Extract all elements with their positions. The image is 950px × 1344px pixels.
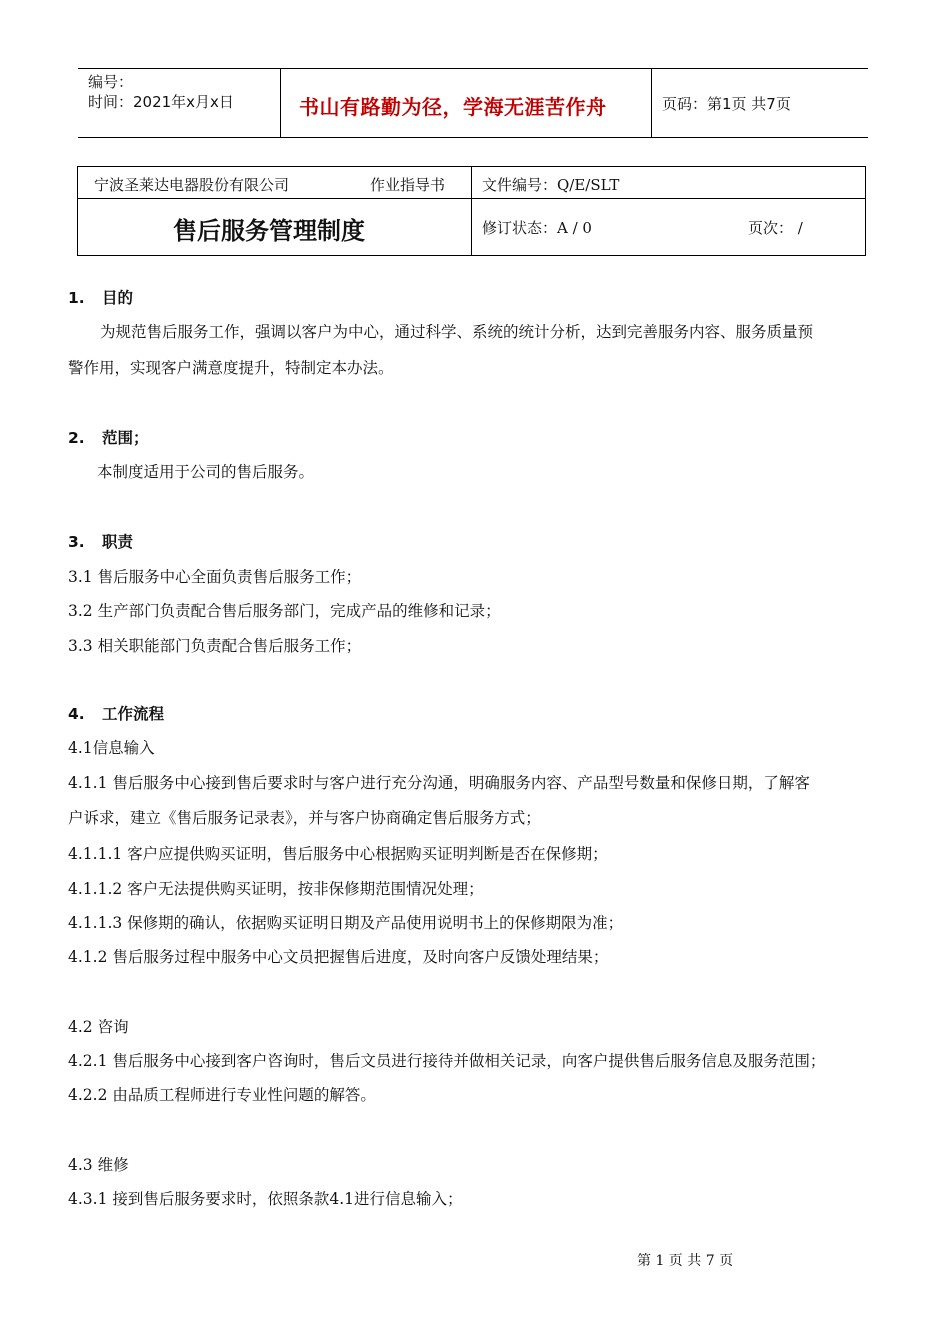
section-title: 职责 — [102, 533, 134, 551]
list-item: 3.1 售后服务中心全面负责售后服务工作； — [68, 568, 362, 586]
top-header — [78, 68, 868, 138]
section-heading-2 — [68, 426, 149, 448]
doc-title: 售后服务管理制度 — [173, 217, 365, 245]
list-item: 4.1.2 售后服务过程中服务中心文员把握售后进度，及时向客户反馈处理结果； — [68, 948, 609, 966]
table-divider-horizontal — [78, 198, 865, 199]
paragraph-line: 警作用，实现客户满意度提升，特制定本办法。 — [68, 359, 394, 377]
doc-type: 作业指导书 — [370, 176, 446, 194]
paragraph-line: 本制度适用于公司的售后服务。 — [97, 463, 315, 481]
section-title: 范围； — [102, 429, 149, 447]
page-count: 页次： / — [748, 219, 803, 237]
section-number: 4. — [68, 705, 85, 723]
time-label: 时间：2021年x月x日 — [88, 93, 234, 111]
section-title: 工作流程 — [102, 705, 165, 723]
list-item: 4.1.1 售后服务中心接到售后要求时与客户进行充分沟通，明确服务内容、产品型号数量和保修日期，了解客 — [68, 774, 810, 792]
file-number: 文件编号：Q/E/SLT — [482, 176, 620, 194]
header-motto-cell — [281, 69, 652, 137]
number-label: 编号： — [88, 73, 134, 91]
page-code: 页码：第1页 共7页 — [662, 95, 791, 113]
section-heading-3 — [68, 530, 133, 552]
company-name: 宁波圣莱达电器股份有限公司 — [94, 176, 290, 194]
list-item: 4.1.1.2 客户无法提供购买证明，按非保修期范围情况处理； — [68, 880, 484, 898]
header-page-cell — [652, 69, 868, 137]
list-item-continuation: 户诉求，建立《售后服务记录表》，并与客户协商确定售后服务方式； — [68, 809, 541, 827]
section-number: 2. — [68, 429, 85, 447]
subsection-heading: 4.3 维修 — [68, 1156, 129, 1174]
list-item: 4.1.1.3 保修期的确认，依据购买证明日期及产品使用说明书上的保修期限为准； — [68, 914, 624, 932]
table-divider-vertical — [471, 167, 472, 255]
doc-info-table — [77, 166, 866, 256]
section-number: 3. — [68, 533, 85, 551]
section-heading-1 — [68, 286, 133, 308]
header-meta-cell — [78, 69, 281, 137]
list-item: 4.2.2 由品质工程师进行专业性问题的解答。 — [68, 1086, 376, 1104]
list-item: 4.3.1 接到售后服务要求时，依照条款4.1进行信息输入； — [68, 1190, 463, 1208]
section-title: 目的 — [102, 289, 134, 307]
page-footer: 第 1 页 共 7 页 — [637, 1253, 734, 1269]
revision-status: 修订状态：A / 0 — [482, 219, 592, 237]
section-heading-4 — [68, 702, 164, 724]
paragraph-line: 为规范售后服务工作，强调以客户为中心，通过科学、系统的统计分析，达到完善服务内容、服务质量预 — [100, 323, 814, 341]
motto: 书山有路勤为径，学海无涯苦作舟 — [299, 95, 607, 119]
list-item: 3.2 生产部门负责配合售后服务部门，完成产品的维修和记录； — [68, 602, 501, 620]
list-item: 4.1.1.1 客户应提供购买证明，售后服务中心根据购买证明判断是否在保修期； — [68, 845, 608, 863]
list-item: 3.3 相关职能部门负责配合售后服务工作； — [68, 637, 362, 655]
section-number: 1. — [68, 289, 85, 307]
list-item: 4.2.1 售后服务中心接到客户咨询时，售后文员进行接待并做相关记录，向客户提供售后服务信息及服务范围； — [68, 1052, 826, 1070]
subsection-heading: 4.1信息输入 — [68, 739, 155, 757]
subsection-heading: 4.2 咨询 — [68, 1018, 129, 1036]
